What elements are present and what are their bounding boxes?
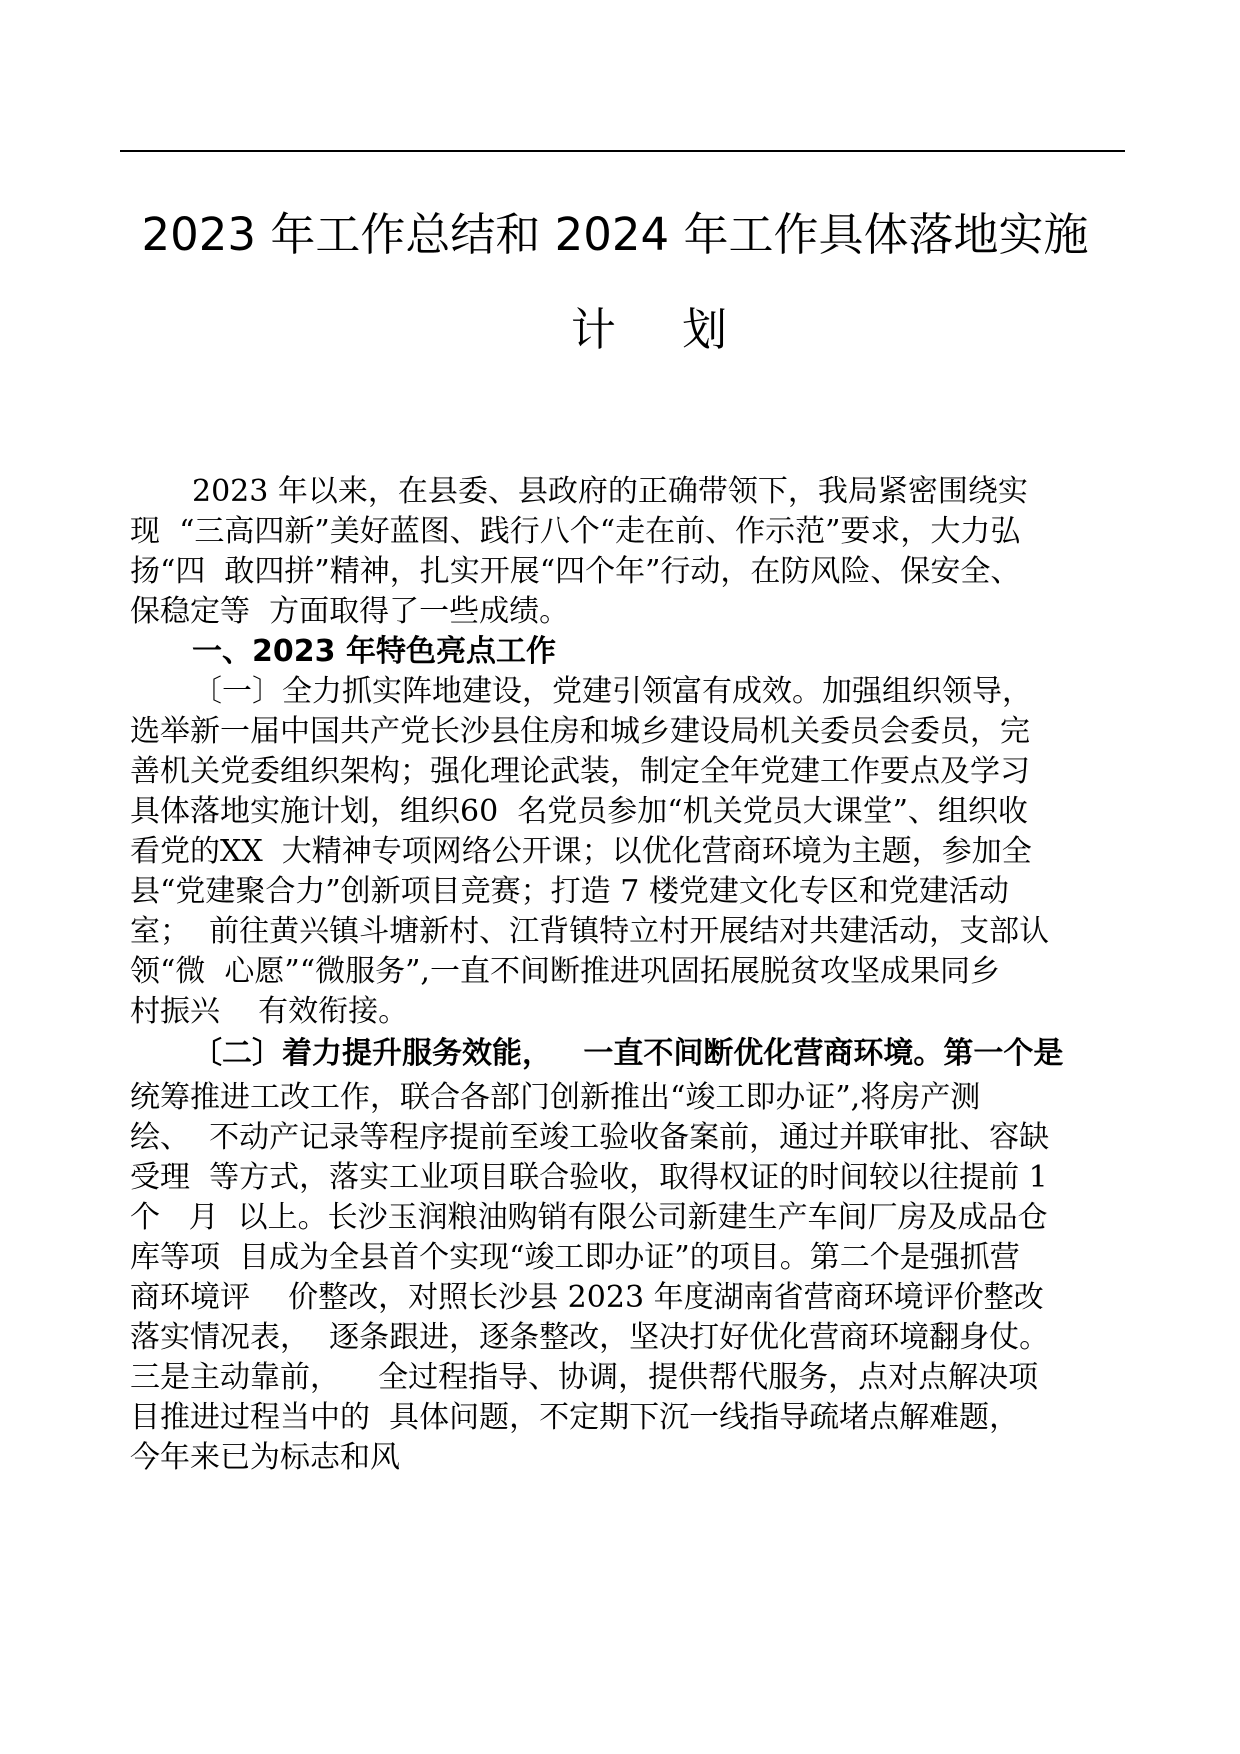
body-line: 善机关党委组织架构；强化理论武装，制定全年党建工作要点及学习 — [130, 754, 1030, 789]
body-line: 室； 前往黄兴镇斗塘新村、江背镇特立村开展结对共建活动，支部认 — [130, 914, 1050, 949]
body-line: 今年来已为标志和风 — [130, 1440, 400, 1475]
body-line: 2023 年以来，在县委、县政府的正确带领下，我局紧密围绕实 — [192, 474, 1028, 509]
body-line: 看党的XX 大精神专项网络公开课；以优化营商环境为主题，参加全 — [130, 834, 1032, 869]
body-line: 村振兴 有效衔接。 — [130, 994, 409, 1029]
document-title-line-1: 2023 年工作总结和 2024 年工作具体落地实施 — [141, 208, 1089, 261]
body-line: 受理 等方式，落实工业项目联合验收，取得权证的时间较以往提前 1 — [130, 1160, 1048, 1195]
body-line: 目推进过程当中的 具体问题，不定期下沉一线指导疏堵点解难题， — [130, 1400, 1020, 1435]
body-line: 领“微 心愿”“微服务”,一直不间断推进巩固拓展脱贫攻坚成果同乡 — [130, 954, 1000, 989]
body-line: 落实情况表， 逐条跟进，逐条整改，坚决打好优化营商环境翻身仗。 — [130, 1320, 1050, 1355]
body-line: 选举新一届中国共产党长沙县住房和城乡建设局机关委员会委员，完 — [130, 714, 1030, 749]
header-rule — [120, 150, 1125, 152]
body-line: 具体落地实施计划，组织60 名党员参加“机关党员大课堂”、组织收 — [130, 794, 1028, 829]
body-line: 绘、 不动产记录等程序提前至竣工验收备案前，通过并联审批、容缺 — [130, 1120, 1050, 1155]
subsection-heading: 〔二〕着力提升服务效能， 一直不间断优化营商环境。第一个是 — [192, 1036, 1064, 1071]
body-line: 库等项 目成为全县首个实现“竣工即办证”的项目。第二个是强抓营 — [130, 1240, 1020, 1275]
body-line: 县“党建聚合力”创新项目竞赛；打造 7 楼党建文化专区和党建活动 — [130, 874, 1009, 909]
body-line: 保稳定等 方面取得了一些成绩。 — [130, 594, 570, 629]
body-line: 商环境评 价整改，对照长沙县 2023 年度湖南省营商环境评价整改 — [130, 1280, 1044, 1315]
body-line: 现 “三高四新”美好蓝图、践行八个“走在前、作示范”要求，大力弘 — [130, 514, 1021, 549]
body-line: 个 月 以上。长沙玉润粮油购销有限公司新建生产车间厂房及成品仓 — [130, 1200, 1048, 1235]
document-title-line-2: 计 划 — [570, 303, 754, 356]
body-line: 三是主动靠前， 全过程指导、协调，提供帮代服务，点对点解决项 — [130, 1360, 1039, 1395]
body-line: 统筹推进工改工作，联合各部门创新推出“竣工即办证”,将房产测 — [130, 1080, 981, 1115]
body-line: 扬“四 敢四拼”精神，扎实开展“四个年”行动，在防风险、保安全、 — [130, 554, 1021, 589]
section-heading: 一、2023 年特色亮点工作 — [192, 634, 556, 669]
body-line: 〔一〕全力抓实阵地建设，党建引领富有成效。加强组织领导， — [192, 674, 1032, 709]
